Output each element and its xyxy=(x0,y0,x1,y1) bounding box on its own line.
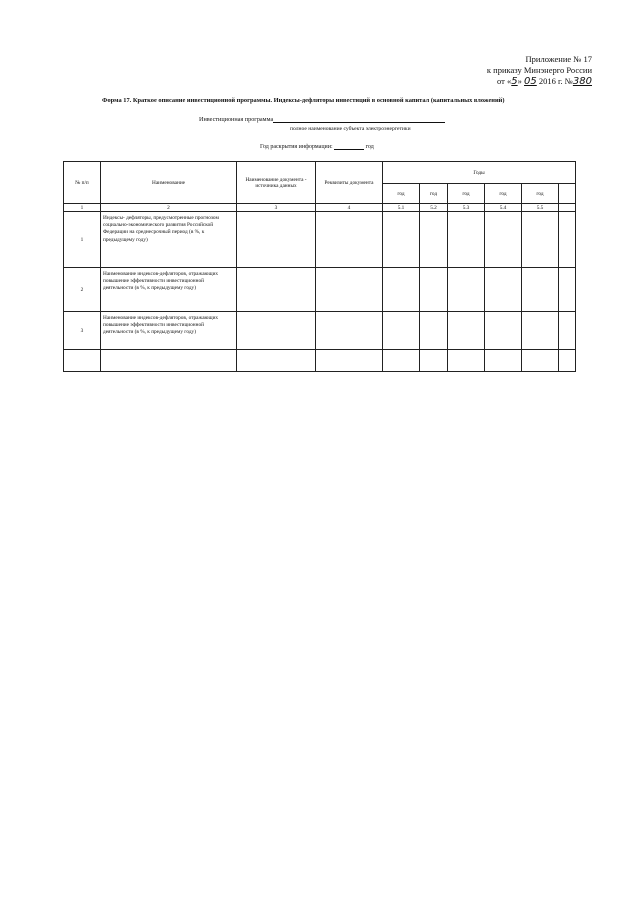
cell-empty xyxy=(420,268,448,312)
header-year-2: год xyxy=(420,184,448,204)
row-name: Наименование индексов-дефляторов, отражающих повышение эффективности инвестиционной деятельности (в %, к предыдущему году) xyxy=(101,268,237,312)
header-year-1: год xyxy=(383,184,420,204)
index-cell: 5.5 xyxy=(522,204,559,212)
cell-empty xyxy=(383,350,420,372)
cell-empty xyxy=(485,312,522,350)
cell-empty xyxy=(448,268,485,312)
date-year: 2016 г. № xyxy=(536,76,573,86)
cell-empty xyxy=(101,350,237,372)
cell-empty xyxy=(420,312,448,350)
header-doc-requisites: Реквизиты документа xyxy=(316,162,383,204)
appendix-line-3 xyxy=(487,76,592,87)
appendix-line-1: Приложение № 17 xyxy=(525,54,592,64)
cell-empty xyxy=(383,312,420,350)
cell-empty xyxy=(420,212,448,268)
cell-empty xyxy=(522,312,559,350)
cell-empty xyxy=(522,350,559,372)
header-year-5: год xyxy=(522,184,559,204)
cell-empty xyxy=(559,268,576,312)
index-cell: 1 xyxy=(64,204,101,212)
cell-empty xyxy=(316,350,383,372)
year-suffix: год xyxy=(365,144,374,150)
date-mid: » xyxy=(517,76,525,86)
year-blank-line xyxy=(334,149,364,150)
header-name: Наименование xyxy=(101,162,237,204)
cell-empty xyxy=(522,212,559,268)
appendix-block xyxy=(487,54,592,87)
cell-empty xyxy=(559,312,576,350)
cell-empty xyxy=(383,268,420,312)
cell-empty xyxy=(316,212,383,268)
row-name: Наименование индексов-дефляторов, отражающих повышение эффективности инвестиционной деятельности (в %, к предыдущему году) xyxy=(101,312,237,350)
index-cell: 5.2 xyxy=(420,204,448,212)
handwritten-month: 05 xyxy=(524,76,537,87)
deflator-table xyxy=(63,161,576,372)
cell-empty xyxy=(237,268,316,312)
index-cell: 5.4 xyxy=(485,204,522,212)
index-cell: 2 xyxy=(101,204,237,212)
cell-empty xyxy=(448,312,485,350)
table-row-empty xyxy=(64,350,576,372)
cell-empty xyxy=(316,268,383,312)
handwritten-day: 5 xyxy=(511,76,518,87)
program-caption: полное наименование субъекта электроэнергетики xyxy=(290,126,411,132)
cell-empty xyxy=(237,312,316,350)
disclosure-year-line xyxy=(260,144,374,150)
cell-empty xyxy=(237,212,316,268)
cell-empty xyxy=(448,212,485,268)
form-title: Форма 17. Краткое описание инвестиционной программы. Индексы-дефляторы инвестиций в основной капитал (капитальных вложений) xyxy=(102,97,505,104)
cell-empty xyxy=(448,350,485,372)
cell-empty xyxy=(237,350,316,372)
index-cell: 3 xyxy=(237,204,316,212)
table-row xyxy=(64,268,576,312)
header-year-extra xyxy=(559,184,576,204)
program-line xyxy=(199,116,445,123)
cell-empty xyxy=(559,212,576,268)
table-row xyxy=(64,312,576,350)
row-name: Индексы- дефляторы, предусмотренные прогнозом социально-экономического развития Российской Федерации на среднесрочный период (в %, к предыдущему году) xyxy=(101,212,237,268)
cell-empty xyxy=(485,212,522,268)
cell-empty xyxy=(559,350,576,372)
program-blank-line xyxy=(273,122,445,123)
cell-empty xyxy=(64,350,101,372)
date-prefix: от « xyxy=(497,76,512,86)
cell-empty xyxy=(522,268,559,312)
index-cell: 5.1 xyxy=(383,204,420,212)
index-cell: 5.3 xyxy=(448,204,485,212)
row-number: 3 xyxy=(64,312,101,350)
appendix-line-2: к приказу Минэнерго России xyxy=(486,65,592,75)
handwritten-order-number: 380 xyxy=(572,76,592,87)
index-cell: 4 xyxy=(316,204,383,212)
row-number: 1 xyxy=(64,212,101,268)
year-label: Год раскрытия информации: xyxy=(260,144,333,150)
program-label: Инвестиционная программа xyxy=(199,116,274,123)
cell-empty xyxy=(485,350,522,372)
index-row xyxy=(64,204,576,212)
table-row xyxy=(64,212,576,268)
row-number: 2 xyxy=(64,268,101,312)
cell-empty xyxy=(485,268,522,312)
cell-empty xyxy=(316,312,383,350)
header-doc-name: Наименование документа - источника данных xyxy=(237,162,316,204)
cell-empty xyxy=(420,350,448,372)
header-year-4: год xyxy=(485,184,522,204)
header-num: № п/п xyxy=(64,162,101,204)
header-year-3: год xyxy=(448,184,485,204)
header-years: Годы xyxy=(383,162,576,184)
index-cell-empty xyxy=(559,204,576,212)
cell-empty xyxy=(383,212,420,268)
